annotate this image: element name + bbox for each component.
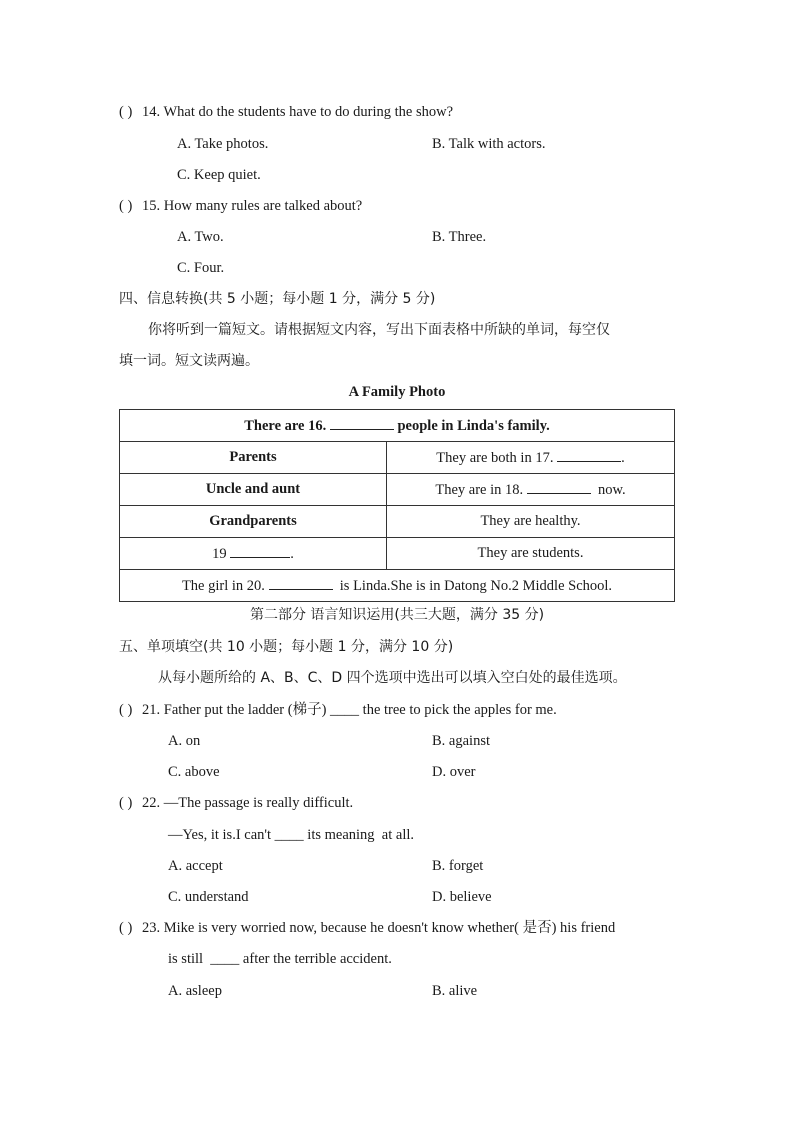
table-row (120, 410, 675, 442)
cell-text: They are both in 17. (436, 450, 558, 466)
q15-paren: ( ) (119, 198, 133, 214)
q22-option-d: D. believe (432, 889, 492, 905)
q23-paren: ( ) (119, 920, 133, 936)
q14-option-a: A. Take photos. (177, 136, 269, 152)
table-cell: Grandparents (120, 506, 387, 538)
q21-option-d: D. over (432, 764, 476, 780)
table-row (120, 474, 675, 506)
q23-question: 23. Mike is very worried now, because he doesn't know whether( 是否) his friend (142, 920, 616, 936)
section4-instruction-line2: 填一词。短文读两遍。 (119, 353, 259, 369)
q22-question: 22. —The passage is really difficult. (142, 795, 354, 811)
q14-question: 14. What do the students have to do during the show? (142, 104, 454, 120)
q14-option-b: B. Talk with actors. (432, 136, 546, 152)
q21-option-b: B. against (432, 733, 490, 749)
q21-paren: ( ) (119, 702, 133, 718)
q22-option-b: B. forget (432, 858, 484, 874)
section4-instruction-line1: 你将听到一篇短文。请根据短文内容，写出下面表格中所缺的单词，每空仅 (148, 322, 610, 338)
table-cell (120, 538, 387, 570)
q14-option-c: C. Keep quiet. (177, 167, 261, 183)
table-cell (120, 570, 675, 602)
q23-line2: is still ____ after the terrible accident. (168, 951, 392, 967)
q15-option-b: B. Three. (432, 229, 487, 245)
table-cell: Parents (120, 442, 387, 474)
q21-option-a: A. on (168, 733, 201, 749)
part2-heading: 第二部分 语言知识运用(共三大题，满分 35 分) (249, 607, 545, 623)
table-cell (387, 442, 675, 474)
table-row (120, 570, 675, 602)
cell-text: people in Linda's family. (393, 418, 550, 434)
answer-blank-16[interactable] (330, 416, 394, 430)
answer-blank-20[interactable] (269, 576, 333, 590)
table-cell: Uncle and aunt (120, 474, 387, 506)
q23-option-b: B. alive (432, 983, 478, 999)
answer-blank-17[interactable] (557, 448, 621, 462)
q22-line2: —Yes, it is.I can't ____ its meaning at all. (168, 827, 415, 843)
q14-paren: ( ) (119, 104, 133, 120)
table-cell: They are healthy. (387, 506, 675, 538)
answer-blank-19[interactable] (230, 544, 290, 558)
answer-blank-18[interactable] (527, 480, 591, 494)
table-row (120, 442, 675, 474)
table-cell (387, 474, 675, 506)
table-row (120, 506, 675, 538)
q22-option-a: A. accept (168, 858, 223, 874)
cell-text: There are 16. (244, 418, 330, 434)
table-cell (120, 410, 675, 442)
cell-text: The girl in 20. (181, 578, 269, 594)
cell-text: now. (590, 482, 626, 498)
q23-option-a: A. asleep (168, 983, 222, 999)
cell-text: They are in 18. (435, 482, 527, 498)
table-cell: They are students. (387, 538, 675, 570)
section5-instruction: 从每小题所给的 A、B、C、D 四个选项中选出可以填入空白处的最佳选项。 (158, 670, 627, 686)
cell-text: . (621, 450, 625, 466)
q15-question: 15. How many rules are talked about? (142, 198, 363, 214)
table-title: A Family Photo (348, 384, 446, 400)
section4-heading: 四、信息转换(共 5 小题；每小题 1 分，满分 5 分) (119, 291, 436, 307)
table-row (120, 538, 675, 570)
q21-question: 21. Father put the ladder (梯子) ____ the tree to pick the apples for me. (142, 702, 557, 718)
family-photo-table (119, 409, 675, 602)
section5-heading: 五、单项填空(共 10 小题；每小题 1 分，满分 10 分) (119, 639, 454, 655)
q21-option-c: C. above (168, 764, 220, 780)
cell-text: 19 (212, 546, 231, 562)
q22-paren: ( ) (119, 795, 133, 811)
q15-option-a: A. Two. (177, 229, 224, 245)
q15-option-c: C. Four. (177, 260, 225, 276)
cell-text: . (290, 546, 294, 562)
q22-option-c: C. understand (168, 889, 249, 905)
cell-text: is Linda.She is in Datong No.2 Middle School. (332, 578, 613, 594)
